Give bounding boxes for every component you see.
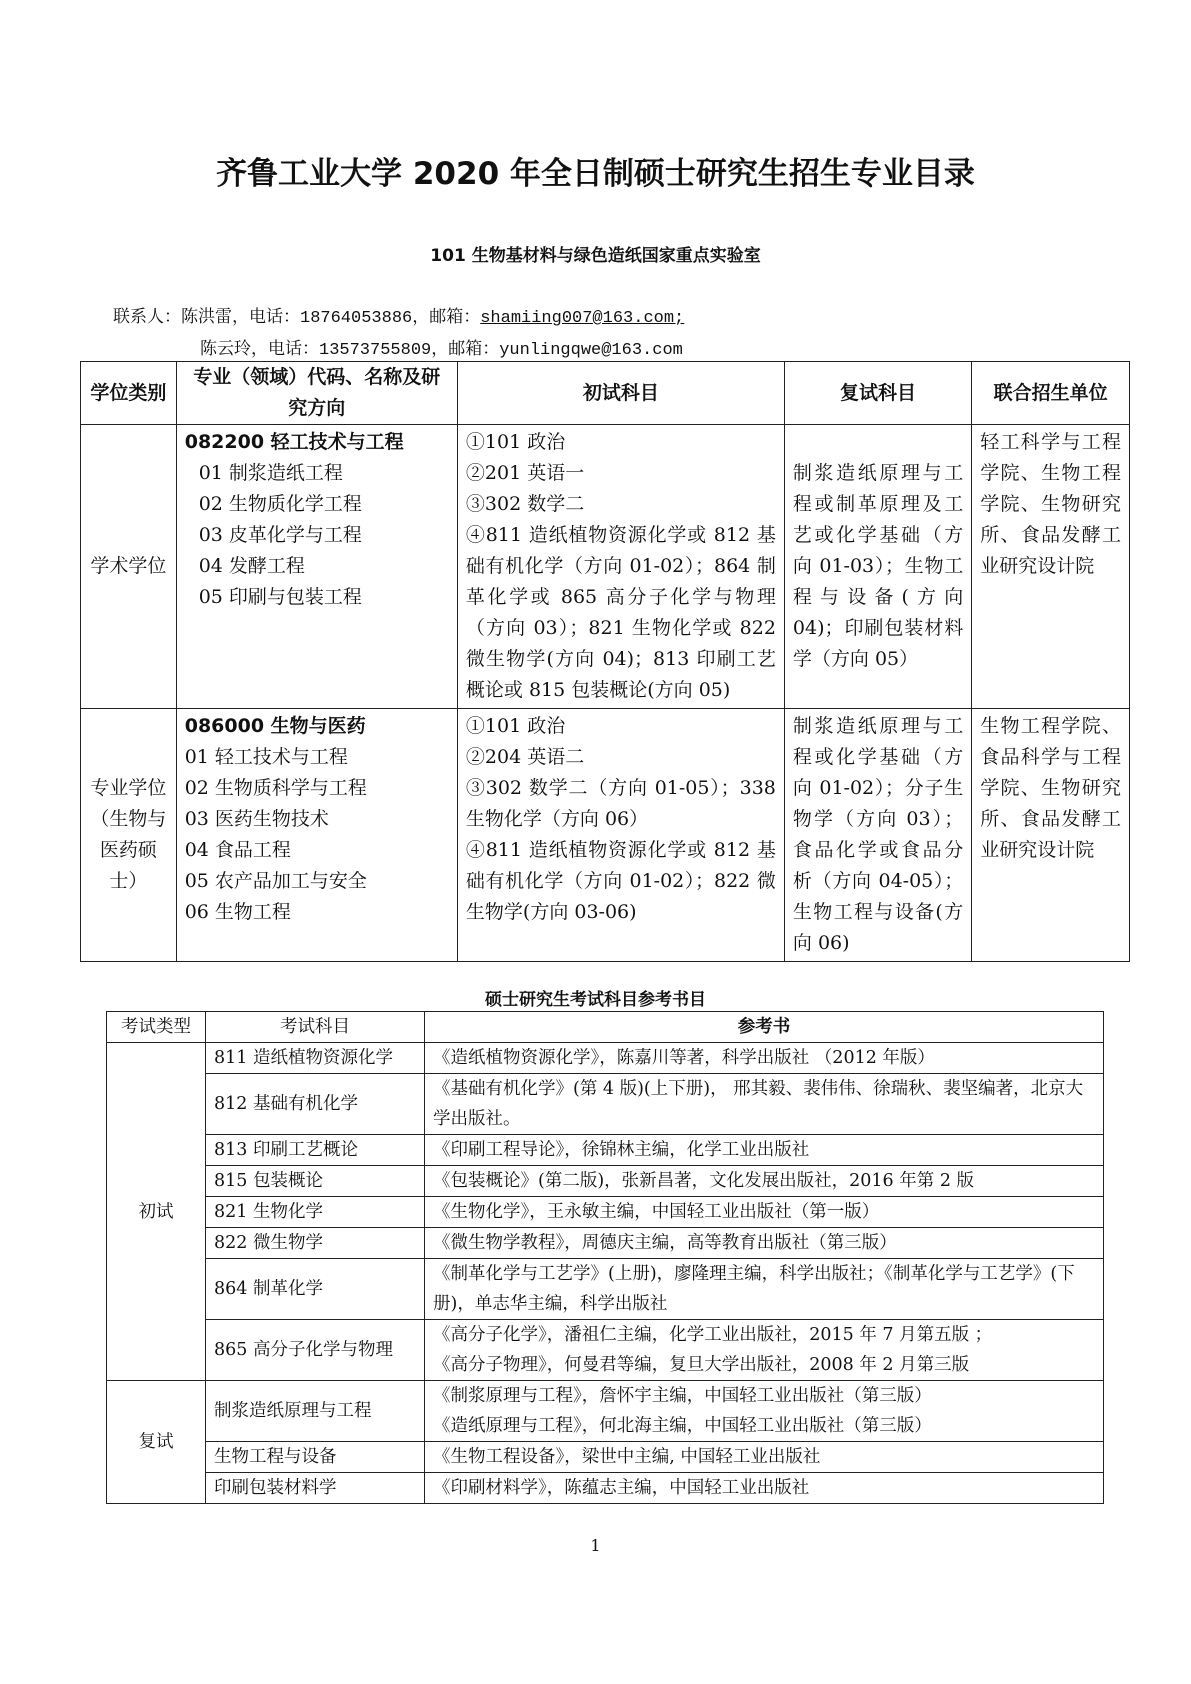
page-title: 齐鲁工业大学 2020 年全日制硕士研究生招生专业目录 bbox=[216, 156, 975, 192]
exam-subject: 印刷包装材料学 bbox=[206, 1473, 425, 1504]
exam-subject: 865 高分子化学与物理 bbox=[206, 1320, 425, 1381]
reference-books bbox=[425, 1259, 1104, 1320]
research-direction: 03 皮革化学与工程 bbox=[198, 524, 362, 546]
initial-exam-subject: ④811 造纸植物资源化学或 812 基础有机化学（方向 01-02）；864 制革化学或 865 高分子化学与物理（方向 03）；821 生物化学或 822 微生物学(方向 04)；813 印刷工艺概论或 815 包装概论(方向 05) bbox=[465, 524, 776, 701]
contact-name-2: 陈云玲，电话： bbox=[200, 339, 319, 359]
initial-exam-subject: ③302 数学二（方向 01-05）；338 生物化学（方向 06） bbox=[465, 777, 776, 830]
header-exam-type: 考试类型 bbox=[107, 1012, 206, 1043]
research-direction: 04 食品工程 bbox=[184, 839, 291, 861]
initial-exam-subject: ④811 造纸植物资源化学或 812 基础有机化学（方向 01-02）；822 微生物学(方向 03-06) bbox=[465, 839, 776, 923]
initial-exam-subject: ②204 英语二 bbox=[465, 746, 585, 768]
exam-subject: 制浆造纸原理与工程 bbox=[206, 1381, 425, 1442]
research-direction: 03 医药生物技术 bbox=[184, 808, 329, 830]
initial-exam-subject: ②201 英语一 bbox=[465, 462, 585, 484]
research-direction: 02 生物质化学工程 bbox=[198, 493, 362, 515]
exam-type: 初试 bbox=[107, 1043, 206, 1381]
research-direction: 02 生物质科学与工程 bbox=[184, 777, 367, 799]
reference-book: 《高分子化学》，潘祖仁主编，化学工业出版社，2015 年 7 月第五版 ； bbox=[433, 1325, 993, 1345]
research-direction: 06 生物工程 bbox=[184, 901, 291, 923]
program-row bbox=[81, 425, 1130, 709]
reference-row bbox=[107, 1135, 1104, 1166]
exam-type: 复试 bbox=[107, 1381, 206, 1504]
header-exam-subject: 考试科目 bbox=[206, 1012, 425, 1043]
initial-exam-subject: ③302 数学二 bbox=[465, 493, 585, 515]
lab-title: 101 生物基材料与绿色造纸国家重点实验室 bbox=[430, 246, 761, 266]
reference-row bbox=[107, 1228, 1104, 1259]
contact-sep-2: ，邮箱： bbox=[431, 339, 500, 359]
reference-books bbox=[425, 1135, 1104, 1166]
reference-book: 《生物工程设备》，梁世中主编, 中国轻工业出版社 bbox=[433, 1447, 821, 1467]
reference-book: 《造纸植物资源化学》，陈嘉川等著，科学出版社 （2012 年版） bbox=[433, 1048, 935, 1068]
reference-books bbox=[425, 1197, 1104, 1228]
reference-title: 硕士研究生考试科目参考书目 bbox=[485, 990, 706, 1010]
exam-subject: 822 微生物学 bbox=[206, 1228, 425, 1259]
reference-row bbox=[107, 1197, 1104, 1228]
reference-row bbox=[107, 1473, 1104, 1504]
reference-row bbox=[107, 1259, 1104, 1320]
major-code-name: 086000 生物与医药 bbox=[184, 715, 366, 737]
exam-subject: 815 包装概论 bbox=[206, 1166, 425, 1197]
reference-book: 《微生物学教程》，周德庆主编，高等教育出版社（第三版） bbox=[433, 1233, 897, 1253]
joint-units: 轻工科学与工程学院、生物工程学院、生物研究所、食品发酵工业研究设计院 bbox=[972, 425, 1130, 709]
reference-book: 《高分子物理》，何曼君等编，复旦大学出版社，2008 年 2 月第三版 bbox=[433, 1355, 970, 1375]
program-table bbox=[80, 361, 1130, 962]
header-degree-type: 学位类别 bbox=[81, 362, 177, 425]
exam-subject: 811 造纸植物资源化学 bbox=[206, 1043, 425, 1074]
initial-exam-subject: ①101 政治 bbox=[465, 431, 566, 453]
degree-type: 专业学位（生物与医药硕士） bbox=[81, 709, 177, 962]
reference-row bbox=[107, 1043, 1104, 1074]
reference-book: 《生物化学》，王永敏主编，中国轻工业出版社（第一版） bbox=[433, 1202, 880, 1222]
contact-name-1: 陈洪雷，电话： bbox=[181, 307, 300, 327]
header-reference-books: 参考书 bbox=[425, 1012, 1104, 1043]
retest-subjects: 制浆造纸原理与工程或制革原理及工艺或化学基础（方向 01-03）；生物工程与设备(方向 04)；印刷包装材料学（方向 05） bbox=[784, 425, 971, 709]
header-initial-exam: 初试科目 bbox=[457, 362, 784, 425]
reference-table bbox=[106, 1011, 1104, 1504]
reference-books bbox=[425, 1043, 1104, 1074]
reference-table-header bbox=[107, 1012, 1104, 1043]
contact-phone-2: 13573755809 bbox=[319, 341, 432, 360]
reference-books bbox=[425, 1473, 1104, 1504]
program-row bbox=[81, 709, 1130, 962]
initial-exam-cell bbox=[457, 425, 784, 709]
reference-row bbox=[107, 1166, 1104, 1197]
header-joint-units: 联合招生单位 bbox=[972, 362, 1130, 425]
reference-books bbox=[425, 1442, 1104, 1473]
major-cell bbox=[176, 425, 457, 709]
reference-book: 《制浆原理与工程》，詹怀宇主编，中国轻工业出版社（第三版） bbox=[433, 1386, 932, 1406]
exam-subject: 813 印刷工艺概论 bbox=[206, 1135, 425, 1166]
research-direction: 05 印刷与包装工程 bbox=[198, 586, 362, 608]
reference-books bbox=[425, 1320, 1104, 1381]
reference-books bbox=[425, 1228, 1104, 1259]
major-cell bbox=[176, 709, 457, 962]
contact-sep-1: ，邮箱： bbox=[412, 307, 481, 327]
page-number: 1 bbox=[590, 1536, 601, 1555]
degree-type: 学术学位 bbox=[81, 425, 177, 709]
reference-book: 《造纸原理与工程》，何北海主编，中国轻工业出版社（第三版） bbox=[433, 1416, 932, 1436]
reference-book: 《印刷材料学》，陈蕴志主编，中国轻工业出版社 bbox=[433, 1478, 810, 1498]
contact-phone-1: 18764053886 bbox=[300, 309, 413, 328]
exam-subject: 812 基础有机化学 bbox=[206, 1074, 425, 1135]
initial-exam-cell bbox=[457, 709, 784, 962]
contact-line-1 bbox=[113, 302, 684, 328]
reference-books bbox=[425, 1381, 1104, 1442]
reference-book: 《基础有机化学》(第 4 版)(上下册)， 邢其毅、裴伟伟、徐瑞秋、裴坚编著，北京大学出版社。 bbox=[433, 1079, 1084, 1129]
contact-email-1[interactable]: shamiing007@163.com; bbox=[480, 309, 685, 328]
joint-units: 生物工程学院、食品科学与工程学院、生物研究所、食品发酵工业研究设计院 bbox=[972, 709, 1130, 962]
program-table-header bbox=[81, 362, 1130, 425]
research-direction: 04 发酵工程 bbox=[198, 555, 305, 577]
research-direction: 01 轻工技术与工程 bbox=[184, 746, 348, 768]
header-major: 专业（领域）代码、名称及研究方向 bbox=[176, 362, 457, 425]
exam-subject: 864 制革化学 bbox=[206, 1259, 425, 1320]
research-direction: 01 制浆造纸工程 bbox=[198, 462, 343, 484]
exam-subject: 821 生物化学 bbox=[206, 1197, 425, 1228]
reference-book: 《制革化学与工艺学》(上册)，廖隆理主编，科学出版社；《制革化学与工艺学》(下册)，单志华主编，科学出版社 bbox=[433, 1264, 1075, 1314]
reference-row bbox=[107, 1442, 1104, 1473]
header-retest: 复试科目 bbox=[784, 362, 971, 425]
contact-label: 联系人： bbox=[113, 307, 181, 327]
major-code-name: 082200 轻工技术与工程 bbox=[184, 431, 404, 453]
reference-book: 《印刷工程导论》，徐锦林主编，化学工业出版社 bbox=[433, 1140, 810, 1160]
reference-books bbox=[425, 1166, 1104, 1197]
reference-row bbox=[107, 1381, 1104, 1442]
contact-line-2 bbox=[200, 334, 683, 360]
reference-book: 《包装概论》(第二版)，张新昌著，文化发展出版社，2016 年第 2 版 bbox=[433, 1171, 975, 1191]
contact-email-2: yunlingqwe@163.com bbox=[499, 341, 683, 360]
retest-subjects: 制浆造纸原理与工程或化学基础（方向 01-02）；分子生物学（方向 03）；食品化学或食品分析（方向 04-05）；生物工程与设备(方向 06) bbox=[784, 709, 971, 962]
reference-books bbox=[425, 1074, 1104, 1135]
research-direction: 05 农产品加工与安全 bbox=[184, 870, 367, 892]
reference-row bbox=[107, 1074, 1104, 1135]
initial-exam-subject: ①101 政治 bbox=[465, 715, 566, 737]
exam-subject: 生物工程与设备 bbox=[206, 1442, 425, 1473]
reference-row bbox=[107, 1320, 1104, 1381]
